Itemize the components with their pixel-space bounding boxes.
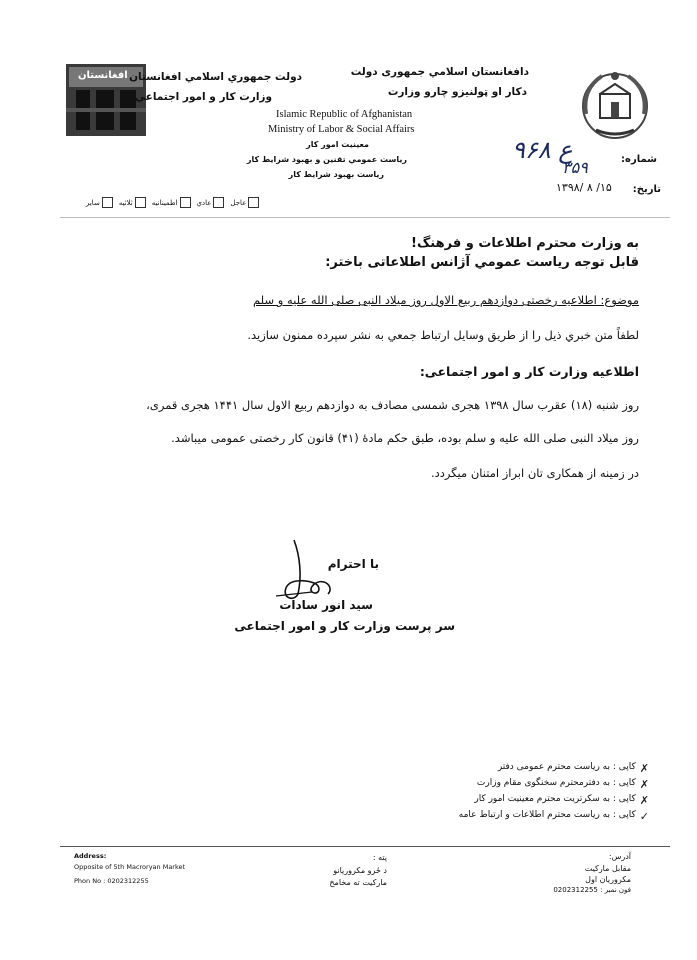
checkbox-icon[interactable] [135, 197, 146, 208]
checkbox-icon[interactable] [213, 197, 224, 208]
check-mark-icon: ✓ [639, 810, 649, 823]
recipient-line1: به وزارت محترم اطلاعات و فرهنگ! [411, 236, 639, 251]
priority-triple[interactable]: ثلاثيه [119, 197, 146, 208]
header-divider [60, 217, 670, 218]
priority-normal[interactable]: عادي [197, 197, 225, 208]
footer-phone-en: Phon No : 0202312255 [74, 877, 149, 885]
header-sub-line3: رياست بهبود شرايط کار [288, 170, 384, 179]
copy-item: کاپی : به ریاست محترم اطلاعات و ارتباط عامه ✓ [389, 810, 649, 826]
number-value-2: ۳۵۹ [562, 158, 588, 177]
footer-address-fa-2: مکروریان اول [585, 875, 631, 884]
priority-other[interactable]: سایر [86, 197, 113, 208]
header-en-line2: Ministry of Labor & Social Affairs [268, 124, 415, 135]
header-right-line2: دکار او ټولنيزو چارو وزارت [387, 86, 527, 98]
handwritten-signature [272, 536, 338, 606]
footer-address-label: Address: [74, 852, 107, 860]
checkbox-icon[interactable] [180, 197, 191, 208]
signatory-title: سر پرست وزارت کار و امور اجتماعی [234, 619, 455, 633]
number-value: ع ۹۶۸ [512, 136, 573, 164]
signatory-name: سید انور سادات [279, 598, 373, 612]
regards-text: با احترام [327, 557, 379, 571]
priority-checkboxes [86, 197, 259, 208]
date-value: ۱۳۹۸/ ۸ /۱۵ [556, 181, 612, 194]
recipient-line2: قابل توجه رياست عمومي آژانس اطلاعاتی باختر: [325, 255, 639, 270]
footer-address-fa-label: آدرس: [608, 852, 631, 861]
copy-item: کاپی : به ریاست محترم عمومی دفتر ✗ [389, 762, 649, 778]
footer-address-fa-1: مقابل مارکیت [584, 864, 631, 873]
closing-line: در زمینه از همکاری تان ابراز امتنان میگردد. [430, 466, 639, 480]
footer-address-ps-label: پته : [372, 853, 387, 862]
header-left-line2: وزارت کار و امور اجتماعي [135, 91, 272, 103]
body-line-1: روز شنبه (۱۸) عقرب سال ۱۳۹۸ هجری شمسی مصادف به دوازدهم ربیع الاول سال ۱۴۴۱ هجری قمری، [146, 398, 639, 412]
header-left-line1: دولت جمهوري اسلامي افغانستان [129, 71, 302, 83]
header-sub-line1: معينيت امور کار [306, 140, 369, 149]
copy-item: کاپی : به سکرتریت محترم معینیت امور کار ✗ [389, 794, 649, 810]
x-mark-icon: ✗ [639, 762, 649, 775]
copy-item: کاپی : به دفترمحترم سخنگوی مقام وزارت ✗ [389, 778, 649, 794]
footer-divider [60, 846, 670, 847]
footer-address-ps-2: مارکیت ته مخامخ [329, 878, 387, 887]
header-right-line1: دافغانستان اسلامي جمهوری دولت [350, 66, 529, 78]
priority-receipt[interactable]: اطمينانيه [152, 197, 191, 208]
checkbox-icon[interactable] [248, 197, 259, 208]
x-mark-icon: ✗ [639, 794, 649, 807]
x-mark-icon: ✗ [639, 778, 649, 791]
number-label: شماره: [621, 154, 657, 165]
checkbox-icon[interactable] [102, 197, 113, 208]
body-line-2: روز میلاد النبی صلی الله علیه و سلم بوده، طبق حکم مادهٔ (۴۱) قانون کار رخصتی عمومی میباشد. [171, 431, 639, 445]
subject-line: موضوع: اطلاعیه رخصتی دوازدهم ربیع الاول روز میلاد النبی صلی الله علیه و سلم [252, 293, 639, 307]
announcement-title: اطلاعيه وزارت کار و امور اجتماعی: [419, 364, 639, 379]
intro-line: لطفاً متن خبري ذيل را از طريق وسايل ارتباط جمعي به نشر سپرده ممنون سازيد. [247, 328, 639, 342]
national-emblem [572, 64, 658, 144]
footer-phone-fa: فون نمبر : 0202312255 [553, 886, 631, 894]
logo-text: افغانستان [78, 70, 128, 81]
header-en-line1: Islamic Republic of Afghanistan [276, 109, 413, 120]
date-label: تاريخ: [632, 184, 661, 195]
copies-list [389, 762, 649, 826]
footer-address-ps-1: د ځرو مکروریانو [333, 866, 387, 875]
header-sub-line2: رياست عمومي تقنين و بهبود شرايط کار [246, 155, 407, 164]
footer-address-en: Opposite of 5th Macroryan Market [74, 863, 186, 871]
priority-urgent[interactable]: عاجل [230, 197, 259, 208]
